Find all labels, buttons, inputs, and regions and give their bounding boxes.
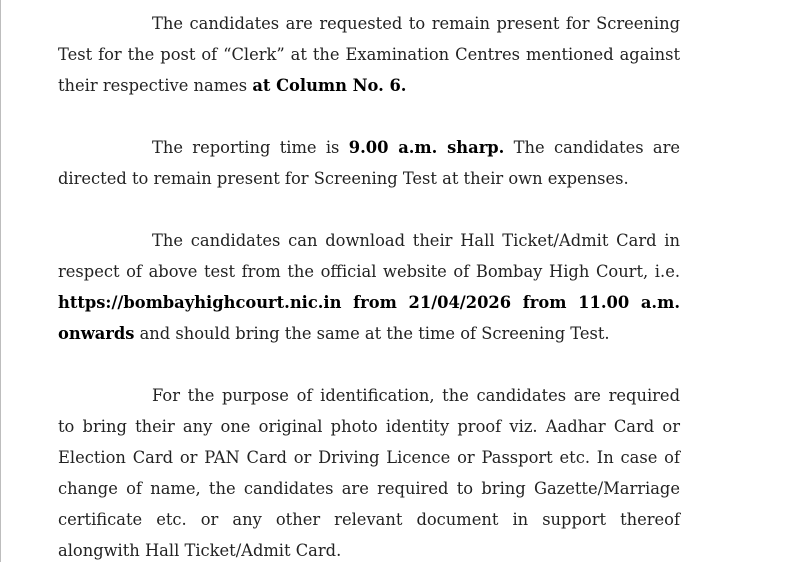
paragraph-screening-test	[58, 8, 680, 101]
notice-document	[58, 8, 680, 566]
hall-ticket-instructions: and should bring the same at the time of Screening Test.	[134, 324, 610, 343]
paragraph-screening-test-text: The candidates are requested to remain present for Screening Test for the post of “Clerk” at the Examination Centres mentioned against their respective names	[58, 14, 680, 95]
reporting-time-value: 9.00 a.m. sharp.	[348, 138, 505, 157]
paragraph-hall-ticket	[58, 225, 680, 349]
identification-text: For the purpose of identification, the candidates are required to bring their any one original photo identity proof viz. Aadhar Card or Election Card or PAN Card or Driving Licence or Passport etc. In case of change of name, the candidates are required to bring Gazette/Marriage certificate etc. or any other relevant document in support thereof alongwith Hall Ticket/Admit Card.	[58, 386, 680, 560]
page-left-border	[0, 0, 1, 562]
reporting-time-instructions: The candidates are directed to remain present for Screening Test at their own expenses.	[58, 138, 681, 188]
hall-ticket-intro: The candidates can download their Hall Ticket/Admit Card in respect of above test from the official website of Bombay High Court, i.e.	[58, 231, 680, 281]
paragraph-reporting-time	[58, 132, 680, 194]
column-reference: at Column No. 6.	[252, 76, 407, 95]
paragraph-identification	[58, 380, 680, 566]
website-and-date: https://bombayhighcourt.nic.in from 21/04/2026 from 11.00 a.m. onwards	[58, 293, 680, 343]
reporting-time-intro: The reporting time is	[152, 138, 349, 157]
